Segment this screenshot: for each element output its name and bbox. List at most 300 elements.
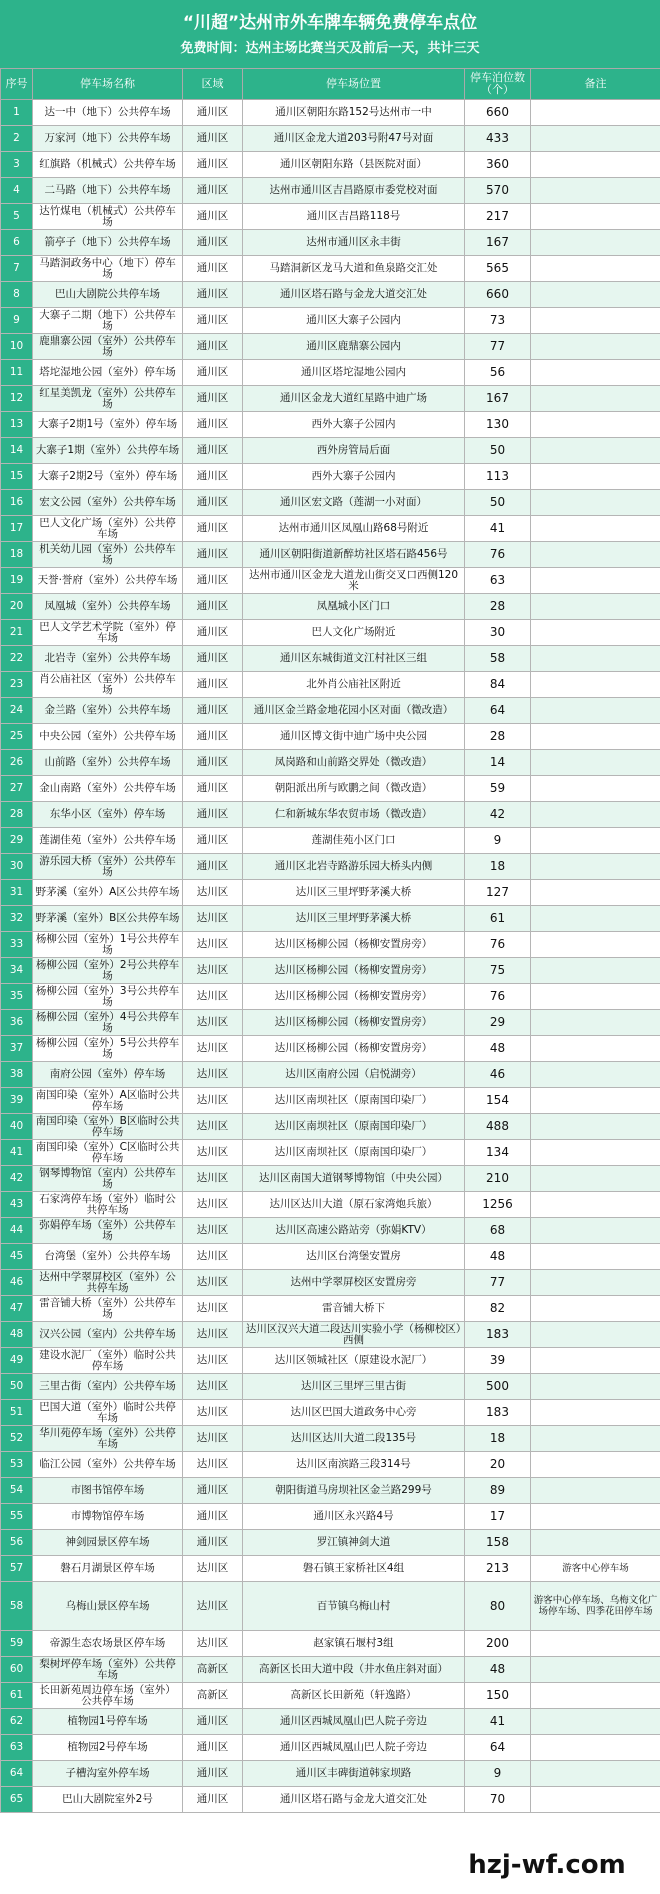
row-number: 55 <box>1 1504 33 1530</box>
parking-location: 朝阳派出所与欧鹏之间（微改造） <box>243 776 465 802</box>
table-row <box>1 126 660 152</box>
parking-location: 通川区博文街中迪广场中央公园 <box>243 724 465 750</box>
remark <box>531 1270 660 1296</box>
row-number: 64 <box>1 1761 33 1787</box>
remark <box>531 1683 660 1709</box>
remark <box>531 672 660 698</box>
table-row <box>1 1683 660 1709</box>
row-number: 25 <box>1 724 33 750</box>
district: 达川区 <box>183 958 243 984</box>
parking-location: 达州中学翠屏校区安置房旁 <box>243 1270 465 1296</box>
parking-lot-name: 植物园1号停车场 <box>33 1709 183 1735</box>
district: 达川区 <box>183 1631 243 1657</box>
parking-location: 通川区永兴路4号 <box>243 1504 465 1530</box>
parking-location: 达川区南坝社区（原南国印染厂） <box>243 1088 465 1114</box>
remark <box>531 1348 660 1374</box>
parking-location: 达川区台湾堡安置房 <box>243 1244 465 1270</box>
parking-lot-name: 肖公庙社区（室外）公共停车场 <box>33 672 183 698</box>
table-row <box>1 958 660 984</box>
parking-location: 通川区大寨子公园内 <box>243 308 465 334</box>
table-row <box>1 750 660 776</box>
table-row <box>1 1426 660 1452</box>
parking-lot-name: 鹿鼎寨公园（室外）公共停车场 <box>33 334 183 360</box>
remark <box>531 906 660 932</box>
table-row <box>1 1348 660 1374</box>
district: 达川区 <box>183 1192 243 1218</box>
row-number: 53 <box>1 1452 33 1478</box>
parking-lot-name: 巴山大剧院室外2号 <box>33 1787 183 1813</box>
parking-location: 达川区高速公路站旁（弥娟KTV） <box>243 1218 465 1244</box>
space-count: 77 <box>465 334 531 360</box>
table-row <box>1 1192 660 1218</box>
remark <box>531 204 660 230</box>
parking-location: 高新区长田大道中段（井水鱼庄斜对面） <box>243 1657 465 1683</box>
table-row <box>1 542 660 568</box>
parking-location: 马踏洞新区龙马大道和鱼泉路交汇处 <box>243 256 465 282</box>
parking-location: 通川区塔石路与金龙大道交汇处 <box>243 282 465 308</box>
row-number: 23 <box>1 672 33 698</box>
parking-location: 达川区南坝社区（原南国印染厂） <box>243 1114 465 1140</box>
row-number: 35 <box>1 984 33 1010</box>
district: 通川区 <box>183 438 243 464</box>
parking-lot-name: 建设水泥厂（室外）临时公共停车场 <box>33 1348 183 1374</box>
row-number: 32 <box>1 906 33 932</box>
district: 通川区 <box>183 464 243 490</box>
row-number: 12 <box>1 386 33 412</box>
district: 通川区 <box>183 386 243 412</box>
table-row <box>1 1062 660 1088</box>
column-header: 停车场位置 <box>243 69 465 100</box>
row-number: 26 <box>1 750 33 776</box>
parking-lot-name: 临江公园（室外）公共停车场 <box>33 1452 183 1478</box>
district: 通川区 <box>183 490 243 516</box>
district: 达川区 <box>183 1062 243 1088</box>
parking-lot-name: 红旗路（机械式）公共停车场 <box>33 152 183 178</box>
row-number: 1 <box>1 100 33 126</box>
district: 达川区 <box>183 880 243 906</box>
parking-location: 高新区长田新苑（轩逸路） <box>243 1683 465 1709</box>
table-row <box>1 1400 660 1426</box>
district: 达川区 <box>183 1374 243 1400</box>
space-count: 213 <box>465 1556 531 1582</box>
space-count: 167 <box>465 386 531 412</box>
table-row <box>1 698 660 724</box>
parking-location: 通川区朝阳东路152号达州市一中 <box>243 100 465 126</box>
table-row <box>1 594 660 620</box>
district: 通川区 <box>183 230 243 256</box>
district: 通川区 <box>183 516 243 542</box>
district: 达川区 <box>183 984 243 1010</box>
parking-lot-name: 石家湾停车场（室外）临时公共停车场 <box>33 1192 183 1218</box>
parking-location: 西外房管局后面 <box>243 438 465 464</box>
row-number: 38 <box>1 1062 33 1088</box>
district: 通川区 <box>183 542 243 568</box>
table-row <box>1 1296 660 1322</box>
space-count: 48 <box>465 1036 531 1062</box>
parking-location: 通川区朝阳东路（县医院对面） <box>243 152 465 178</box>
space-count: 73 <box>465 308 531 334</box>
table-row <box>1 1530 660 1556</box>
row-number: 24 <box>1 698 33 724</box>
table-row <box>1 984 660 1010</box>
space-count: 46 <box>465 1062 531 1088</box>
table-row <box>1 412 660 438</box>
space-count: 84 <box>465 672 531 698</box>
parking-location: 达川区南坝社区（原南国印染厂） <box>243 1140 465 1166</box>
space-count: 68 <box>465 1218 531 1244</box>
parking-lot-name: 南国印染（室外）A区临时公共停车场 <box>33 1088 183 1114</box>
row-number: 28 <box>1 802 33 828</box>
row-number: 63 <box>1 1735 33 1761</box>
row-number: 61 <box>1 1683 33 1709</box>
remark <box>531 152 660 178</box>
parking-lot-name: 市博物馆停车场 <box>33 1504 183 1530</box>
parking-lot-name: 帝源生态农场景区停车场 <box>33 1631 183 1657</box>
remark <box>531 360 660 386</box>
parking-location: 通川区塔坨湿地公园内 <box>243 360 465 386</box>
row-number: 57 <box>1 1556 33 1582</box>
space-count: 158 <box>465 1530 531 1556</box>
remark <box>531 1374 660 1400</box>
row-number: 65 <box>1 1787 33 1813</box>
space-count: 433 <box>465 126 531 152</box>
row-number: 14 <box>1 438 33 464</box>
remark <box>531 1657 660 1683</box>
parking-lot-name: 万家河（地下）公共停车场 <box>33 126 183 152</box>
parking-location: 达川区三里坪野茅溪大桥 <box>243 906 465 932</box>
table-row <box>1 932 660 958</box>
row-number: 2 <box>1 126 33 152</box>
table-row <box>1 1088 660 1114</box>
district: 通川区 <box>183 126 243 152</box>
table-row <box>1 204 660 230</box>
parking-lot-name: 华川苑停车场（室外）公共停车场 <box>33 1426 183 1452</box>
row-number: 37 <box>1 1036 33 1062</box>
space-count: 41 <box>465 516 531 542</box>
district: 达川区 <box>183 1088 243 1114</box>
district: 通川区 <box>183 854 243 880</box>
space-count: 660 <box>465 100 531 126</box>
table-row <box>1 1504 660 1530</box>
district: 通川区 <box>183 308 243 334</box>
row-number: 10 <box>1 334 33 360</box>
district: 通川区 <box>183 282 243 308</box>
column-header: 停车泊位数（个） <box>465 69 531 100</box>
district: 通川区 <box>183 594 243 620</box>
row-number: 4 <box>1 178 33 204</box>
parking-location: 巴人文化广场附近 <box>243 620 465 646</box>
parking-location: 通川区西城凤凰山巴人院子旁边 <box>243 1709 465 1735</box>
page-subtitle: 免费时间：达州主场比赛当天及前后一天，共计三天 <box>180 41 480 56</box>
row-number: 8 <box>1 282 33 308</box>
parking-location: 达州市通川区吉昌路原市委党校对面 <box>243 178 465 204</box>
parking-location: 雷音铺大桥下 <box>243 1296 465 1322</box>
remark <box>531 1709 660 1735</box>
table-row <box>1 438 660 464</box>
parking-lot-name: 长田新苑周边停车场（室外）公共停车场 <box>33 1683 183 1709</box>
remark <box>531 776 660 802</box>
parking-lot-name: 弥娟停车场（室外）公共停车场 <box>33 1218 183 1244</box>
remark <box>531 1114 660 1140</box>
space-count: 17 <box>465 1504 531 1530</box>
table-row <box>1 360 660 386</box>
table-header-row <box>1 69 660 100</box>
remark <box>531 724 660 750</box>
parking-location: 西外大寨子公园内 <box>243 412 465 438</box>
district: 达川区 <box>183 906 243 932</box>
remark <box>531 490 660 516</box>
parking-location: 达川区巴国大道政务中心旁 <box>243 1400 465 1426</box>
parking-location: 通川区鹿鼎寨公园内 <box>243 334 465 360</box>
space-count: 200 <box>465 1631 531 1657</box>
remark <box>531 308 660 334</box>
space-count: 20 <box>465 1452 531 1478</box>
table-row <box>1 1114 660 1140</box>
space-count: 113 <box>465 464 531 490</box>
row-number: 51 <box>1 1400 33 1426</box>
row-number: 18 <box>1 542 33 568</box>
remark <box>531 178 660 204</box>
remark <box>531 698 660 724</box>
space-count: 76 <box>465 542 531 568</box>
remark <box>531 1735 660 1761</box>
remark: 游客中心停车场 <box>531 1556 660 1582</box>
row-number: 29 <box>1 828 33 854</box>
parking-lot-name: 机关幼儿园（室外）公共停车场 <box>33 542 183 568</box>
parking-lot-name: 梨树坪停车场（室外）公共停车场 <box>33 1657 183 1683</box>
table-row <box>1 100 660 126</box>
remark <box>531 1426 660 1452</box>
parking-lot-name: 达州中学翠屏校区（室外）公共停车场 <box>33 1270 183 1296</box>
space-count: 58 <box>465 646 531 672</box>
remark <box>531 1296 660 1322</box>
remark <box>531 1192 660 1218</box>
table-row <box>1 646 660 672</box>
space-count: 134 <box>465 1140 531 1166</box>
parking-lot-name: 杨柳公园（室外）1号公共停车场 <box>33 932 183 958</box>
parking-location: 通川区西城凤凰山巴人院子旁边 <box>243 1735 465 1761</box>
parking-lot-name: 天誉·誉府（室外）公共停车场 <box>33 568 183 594</box>
remark <box>531 1787 660 1813</box>
district: 通川区 <box>183 724 243 750</box>
district: 达川区 <box>183 1582 243 1631</box>
parking-location: 达川区南府公园（启悦湖旁） <box>243 1062 465 1088</box>
parking-lot-name: 东华小区（室外）停车场 <box>33 802 183 828</box>
space-count: 50 <box>465 490 531 516</box>
parking-location: 通川区丰碑街道韩家坝路 <box>243 1761 465 1787</box>
remark <box>531 1244 660 1270</box>
row-number: 50 <box>1 1374 33 1400</box>
row-number: 22 <box>1 646 33 672</box>
space-count: 360 <box>465 152 531 178</box>
table-row <box>1 1244 660 1270</box>
parking-location: 磐石镇王家桥社区4组 <box>243 1556 465 1582</box>
district: 通川区 <box>183 698 243 724</box>
parking-lot-name: 子槽沟室外停车场 <box>33 1761 183 1787</box>
remark <box>531 854 660 880</box>
remark <box>531 1036 660 1062</box>
table-row <box>1 1761 660 1787</box>
district: 通川区 <box>183 568 243 594</box>
space-count: 660 <box>465 282 531 308</box>
parking-lot-name: 大寨子2期2号（室外）停车场 <box>33 464 183 490</box>
district: 通川区 <box>183 1787 243 1813</box>
district: 达川区 <box>183 1400 243 1426</box>
parking-location: 通川区塔石路与金龙大道交汇处 <box>243 1787 465 1813</box>
district: 达川区 <box>183 1244 243 1270</box>
table-body <box>1 100 660 1813</box>
parking-location: 达川区领城社区（原建设水泥厂） <box>243 1348 465 1374</box>
parking-location: 达川区达川大道（原石家湾炮兵旅） <box>243 1192 465 1218</box>
district: 通川区 <box>183 672 243 698</box>
remark <box>531 1010 660 1036</box>
row-number: 43 <box>1 1192 33 1218</box>
parking-lot-name: 神剑园景区停车场 <box>33 1530 183 1556</box>
space-count: 183 <box>465 1400 531 1426</box>
district: 达川区 <box>183 1166 243 1192</box>
space-count: 14 <box>465 750 531 776</box>
parking-location: 通川区宏文路（莲湖一小对面） <box>243 490 465 516</box>
table-row <box>1 1582 660 1631</box>
space-count: 64 <box>465 1735 531 1761</box>
space-count: 48 <box>465 1244 531 1270</box>
page-title: “川超”达州市外车牌车辆免费停车点位 <box>182 13 478 33</box>
row-number: 3 <box>1 152 33 178</box>
parking-lot-name: 南国印染（室外）C区临时公共停车场 <box>33 1140 183 1166</box>
parking-lot-name: 大寨子2期1号（室外）停车场 <box>33 412 183 438</box>
table-row <box>1 1322 660 1348</box>
space-count: 488 <box>465 1114 531 1140</box>
space-count: 18 <box>465 854 531 880</box>
district: 达川区 <box>183 1348 243 1374</box>
row-number: 48 <box>1 1322 33 1348</box>
district: 通川区 <box>183 646 243 672</box>
district: 达川区 <box>183 1114 243 1140</box>
district: 达川区 <box>183 1218 243 1244</box>
row-number: 33 <box>1 932 33 958</box>
table-row <box>1 1166 660 1192</box>
parking-lot-name: 大寨子1期（室外）公共停车场 <box>33 438 183 464</box>
district: 通川区 <box>183 1504 243 1530</box>
parking-location: 西外大寨子公园内 <box>243 464 465 490</box>
parking-lot-name: 北岩寺（室外）公共停车场 <box>33 646 183 672</box>
table-row <box>1 1556 660 1582</box>
remark <box>531 1218 660 1244</box>
row-number: 62 <box>1 1709 33 1735</box>
district: 达川区 <box>183 1426 243 1452</box>
table-row <box>1 1218 660 1244</box>
row-number: 5 <box>1 204 33 230</box>
row-number: 13 <box>1 412 33 438</box>
parking-lot-name: 野茅溪（室外）A区公共停车场 <box>33 880 183 906</box>
remark <box>531 594 660 620</box>
table-row <box>1 1631 660 1657</box>
space-count: 63 <box>465 568 531 594</box>
district: 通川区 <box>183 256 243 282</box>
parking-location: 达川区杨柳公园（杨柳安置房旁） <box>243 1010 465 1036</box>
table-row <box>1 490 660 516</box>
space-count: 39 <box>465 1348 531 1374</box>
table-row <box>1 672 660 698</box>
table-row <box>1 386 660 412</box>
parking-location: 凤岗路和山前路交界处（微改造） <box>243 750 465 776</box>
space-count: 76 <box>465 932 531 958</box>
space-count: 183 <box>465 1322 531 1348</box>
space-count: 29 <box>465 1010 531 1036</box>
parking-lot-name: 南府公园（室外）停车场 <box>33 1062 183 1088</box>
space-count: 80 <box>465 1582 531 1631</box>
space-count: 70 <box>465 1787 531 1813</box>
space-count: 570 <box>465 178 531 204</box>
parking-location: 百节镇乌梅山村 <box>243 1582 465 1631</box>
space-count: 167 <box>465 230 531 256</box>
parking-lot-name: 汉兴公园（室内）公共停车场 <box>33 1322 183 1348</box>
parking-location: 通川区金龙大道红星路中迪广场 <box>243 386 465 412</box>
space-count: 48 <box>465 1657 531 1683</box>
row-number: 21 <box>1 620 33 646</box>
column-header: 序号 <box>1 69 33 100</box>
district: 达川区 <box>183 932 243 958</box>
parking-location: 罗江镇神剑大道 <box>243 1530 465 1556</box>
remark <box>531 126 660 152</box>
space-count: 210 <box>465 1166 531 1192</box>
remark <box>531 230 660 256</box>
district: 通川区 <box>183 776 243 802</box>
district: 通川区 <box>183 620 243 646</box>
row-number: 20 <box>1 594 33 620</box>
remark <box>531 516 660 542</box>
district: 达川区 <box>183 1556 243 1582</box>
parking-lot-name: 凤凰城（室外）公共停车场 <box>33 594 183 620</box>
parking-location: 通川区东城街道文江村社区三组 <box>243 646 465 672</box>
space-count: 50 <box>465 438 531 464</box>
space-count: 18 <box>465 1426 531 1452</box>
table-row <box>1 1010 660 1036</box>
parking-location: 赵家镇石堰村3组 <box>243 1631 465 1657</box>
district: 达川区 <box>183 1296 243 1322</box>
parking-lot-name: 达一中（地下）公共停车场 <box>33 100 183 126</box>
space-count: 89 <box>465 1478 531 1504</box>
table-row <box>1 906 660 932</box>
parking-location: 达川区南滨路三段314号 <box>243 1452 465 1478</box>
table-row <box>1 854 660 880</box>
remark <box>531 568 660 594</box>
parking-location: 通川区金龙大道203号附47号对面 <box>243 126 465 152</box>
district: 达川区 <box>183 1322 243 1348</box>
remark <box>531 1761 660 1787</box>
remark <box>531 100 660 126</box>
district: 达川区 <box>183 1270 243 1296</box>
row-number: 11 <box>1 360 33 386</box>
space-count: 9 <box>465 1761 531 1787</box>
table-row <box>1 1657 660 1683</box>
parking-lot-name: 雷音铺大桥（室外）公共停车场 <box>33 1296 183 1322</box>
parking-location: 达川区南国大道钢琴博物馆（中央公园） <box>243 1166 465 1192</box>
remark <box>531 984 660 1010</box>
row-number: 56 <box>1 1530 33 1556</box>
space-count: 217 <box>465 204 531 230</box>
remark <box>531 1400 660 1426</box>
district: 通川区 <box>183 412 243 438</box>
remark <box>531 282 660 308</box>
table-row <box>1 256 660 282</box>
table-row <box>1 152 660 178</box>
parking-location: 达川区三里坪三里古街 <box>243 1374 465 1400</box>
space-count: 82 <box>465 1296 531 1322</box>
row-number: 44 <box>1 1218 33 1244</box>
table-row <box>1 1478 660 1504</box>
parking-lot-name: 游乐园大桥（室外）公共停车场 <box>33 854 183 880</box>
